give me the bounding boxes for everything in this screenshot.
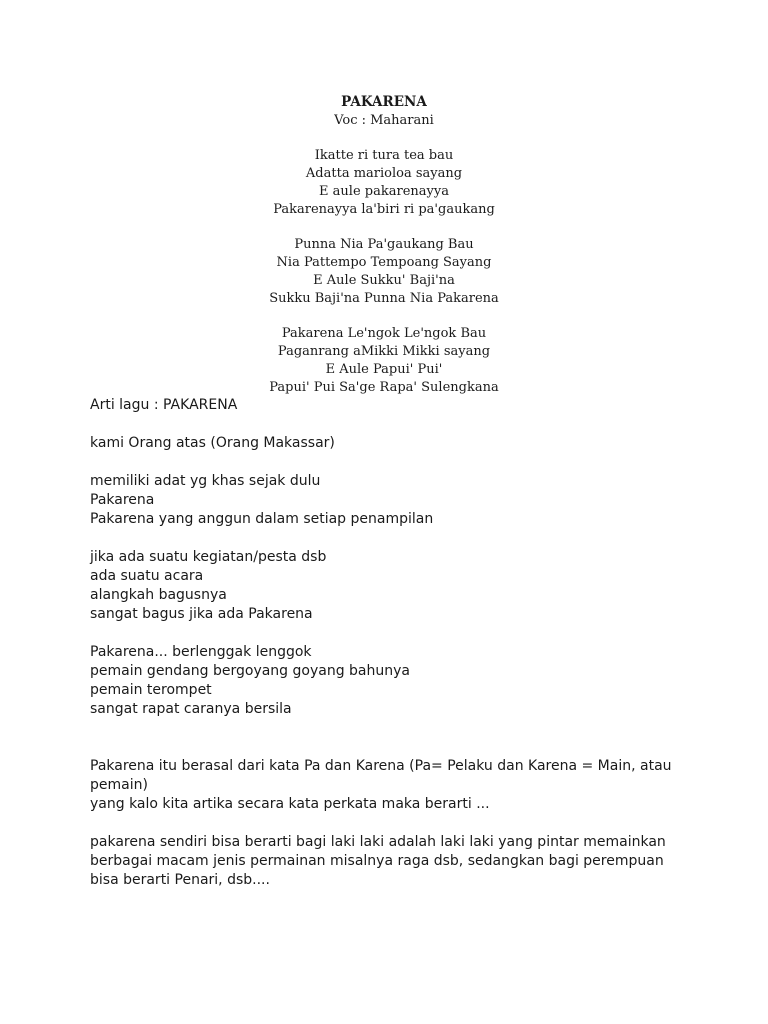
meaning-line: Pakarena... berlenggak lenggok bbox=[90, 644, 312, 660]
explanation-line: bisa berarti Penari, dsb.... bbox=[90, 872, 270, 888]
meaning-heading-block bbox=[90, 396, 690, 415]
song-vocalist: Voc : Maharani bbox=[334, 112, 434, 128]
spacer bbox=[90, 738, 690, 757]
explanation-line: pemain) bbox=[90, 777, 148, 793]
lyric-line: Pakarena Le'ngok Le'ngok Bau bbox=[281, 326, 487, 342]
meaning-line: memiliki adat yg khas sejak dulu bbox=[90, 473, 321, 489]
meaning-line: Pakarena bbox=[90, 492, 155, 508]
meaning-paragraph-3 bbox=[90, 548, 690, 624]
explanation-line: Pakarena itu berasal dari kata Pa dan Karena (Pa= Pelaku dan Karena = Main, atau bbox=[90, 758, 672, 774]
meaning-line: Pakarena yang anggun dalam setiap penampilan bbox=[90, 511, 434, 527]
meaning-paragraph-1 bbox=[90, 434, 690, 453]
lyric-line: Adatta marioloa sayang bbox=[305, 166, 463, 182]
meaning-line: kami Orang atas (Orang Makassar) bbox=[90, 435, 335, 451]
lyric-line: Pakarenayya la'biri ri pa'gaukang bbox=[273, 201, 495, 217]
lyric-line: Papui' Pui Sa'ge Rapa' Sulengkana bbox=[269, 379, 499, 395]
song-meaning bbox=[90, 396, 690, 909]
lyric-line: Punna Nia Pa'gaukang Bau bbox=[294, 237, 474, 253]
lyric-line: Sukku Baji'na Punna Nia Pakarena bbox=[269, 290, 499, 306]
meaning-line: sangat rapat caranya bersila bbox=[90, 701, 292, 717]
explanation-line: pakarena sendiri bisa berarti bagi laki laki adalah laki laki yang pintar memainkan bbox=[90, 834, 666, 850]
meaning-paragraph-4 bbox=[90, 643, 690, 719]
meaning-line: ada suatu acara bbox=[90, 568, 204, 584]
explanation-line: yang kalo kita artika secara kata perkata maka berarti ... bbox=[90, 796, 490, 812]
song-title: PAKARENA bbox=[341, 94, 427, 110]
explanation-paragraph-1 bbox=[90, 757, 690, 814]
meaning-line: pemain gendang bergoyang goyang bahunya bbox=[90, 663, 410, 679]
lyric-line: E Aule Papui' Pui' bbox=[325, 361, 443, 377]
song-lyrics bbox=[0, 94, 768, 397]
stanza-2 bbox=[0, 236, 768, 307]
lyric-line: Ikatte ri tura tea bau bbox=[314, 148, 454, 164]
lyric-line: Nia Pattempo Tempoang Sayang bbox=[276, 255, 492, 271]
meaning-line: alangkah bagusnya bbox=[90, 587, 227, 603]
lyric-line: E aule pakarenayya bbox=[319, 183, 449, 199]
meaning-line: pemain terompet bbox=[90, 682, 212, 698]
meaning-line: sangat bagus jika ada Pakarena bbox=[90, 606, 313, 622]
meaning-paragraph-2 bbox=[90, 472, 690, 529]
explanation-paragraph-2 bbox=[90, 833, 690, 890]
meaning-line: jika ada suatu kegiatan/pesta dsb bbox=[90, 549, 327, 565]
meaning-heading: Arti lagu : PAKARENA bbox=[90, 397, 238, 413]
lyric-line: E Aule Sukku' Baji'na bbox=[313, 272, 455, 288]
stanza-3 bbox=[0, 325, 768, 396]
stanza-1 bbox=[0, 147, 768, 218]
explanation-line: berbagai macam jenis permainan misalnya raga dsb, sedangkan bagi perempuan bbox=[90, 853, 664, 869]
lyric-line: Paganrang aMikki Mikki sayang bbox=[277, 344, 491, 360]
